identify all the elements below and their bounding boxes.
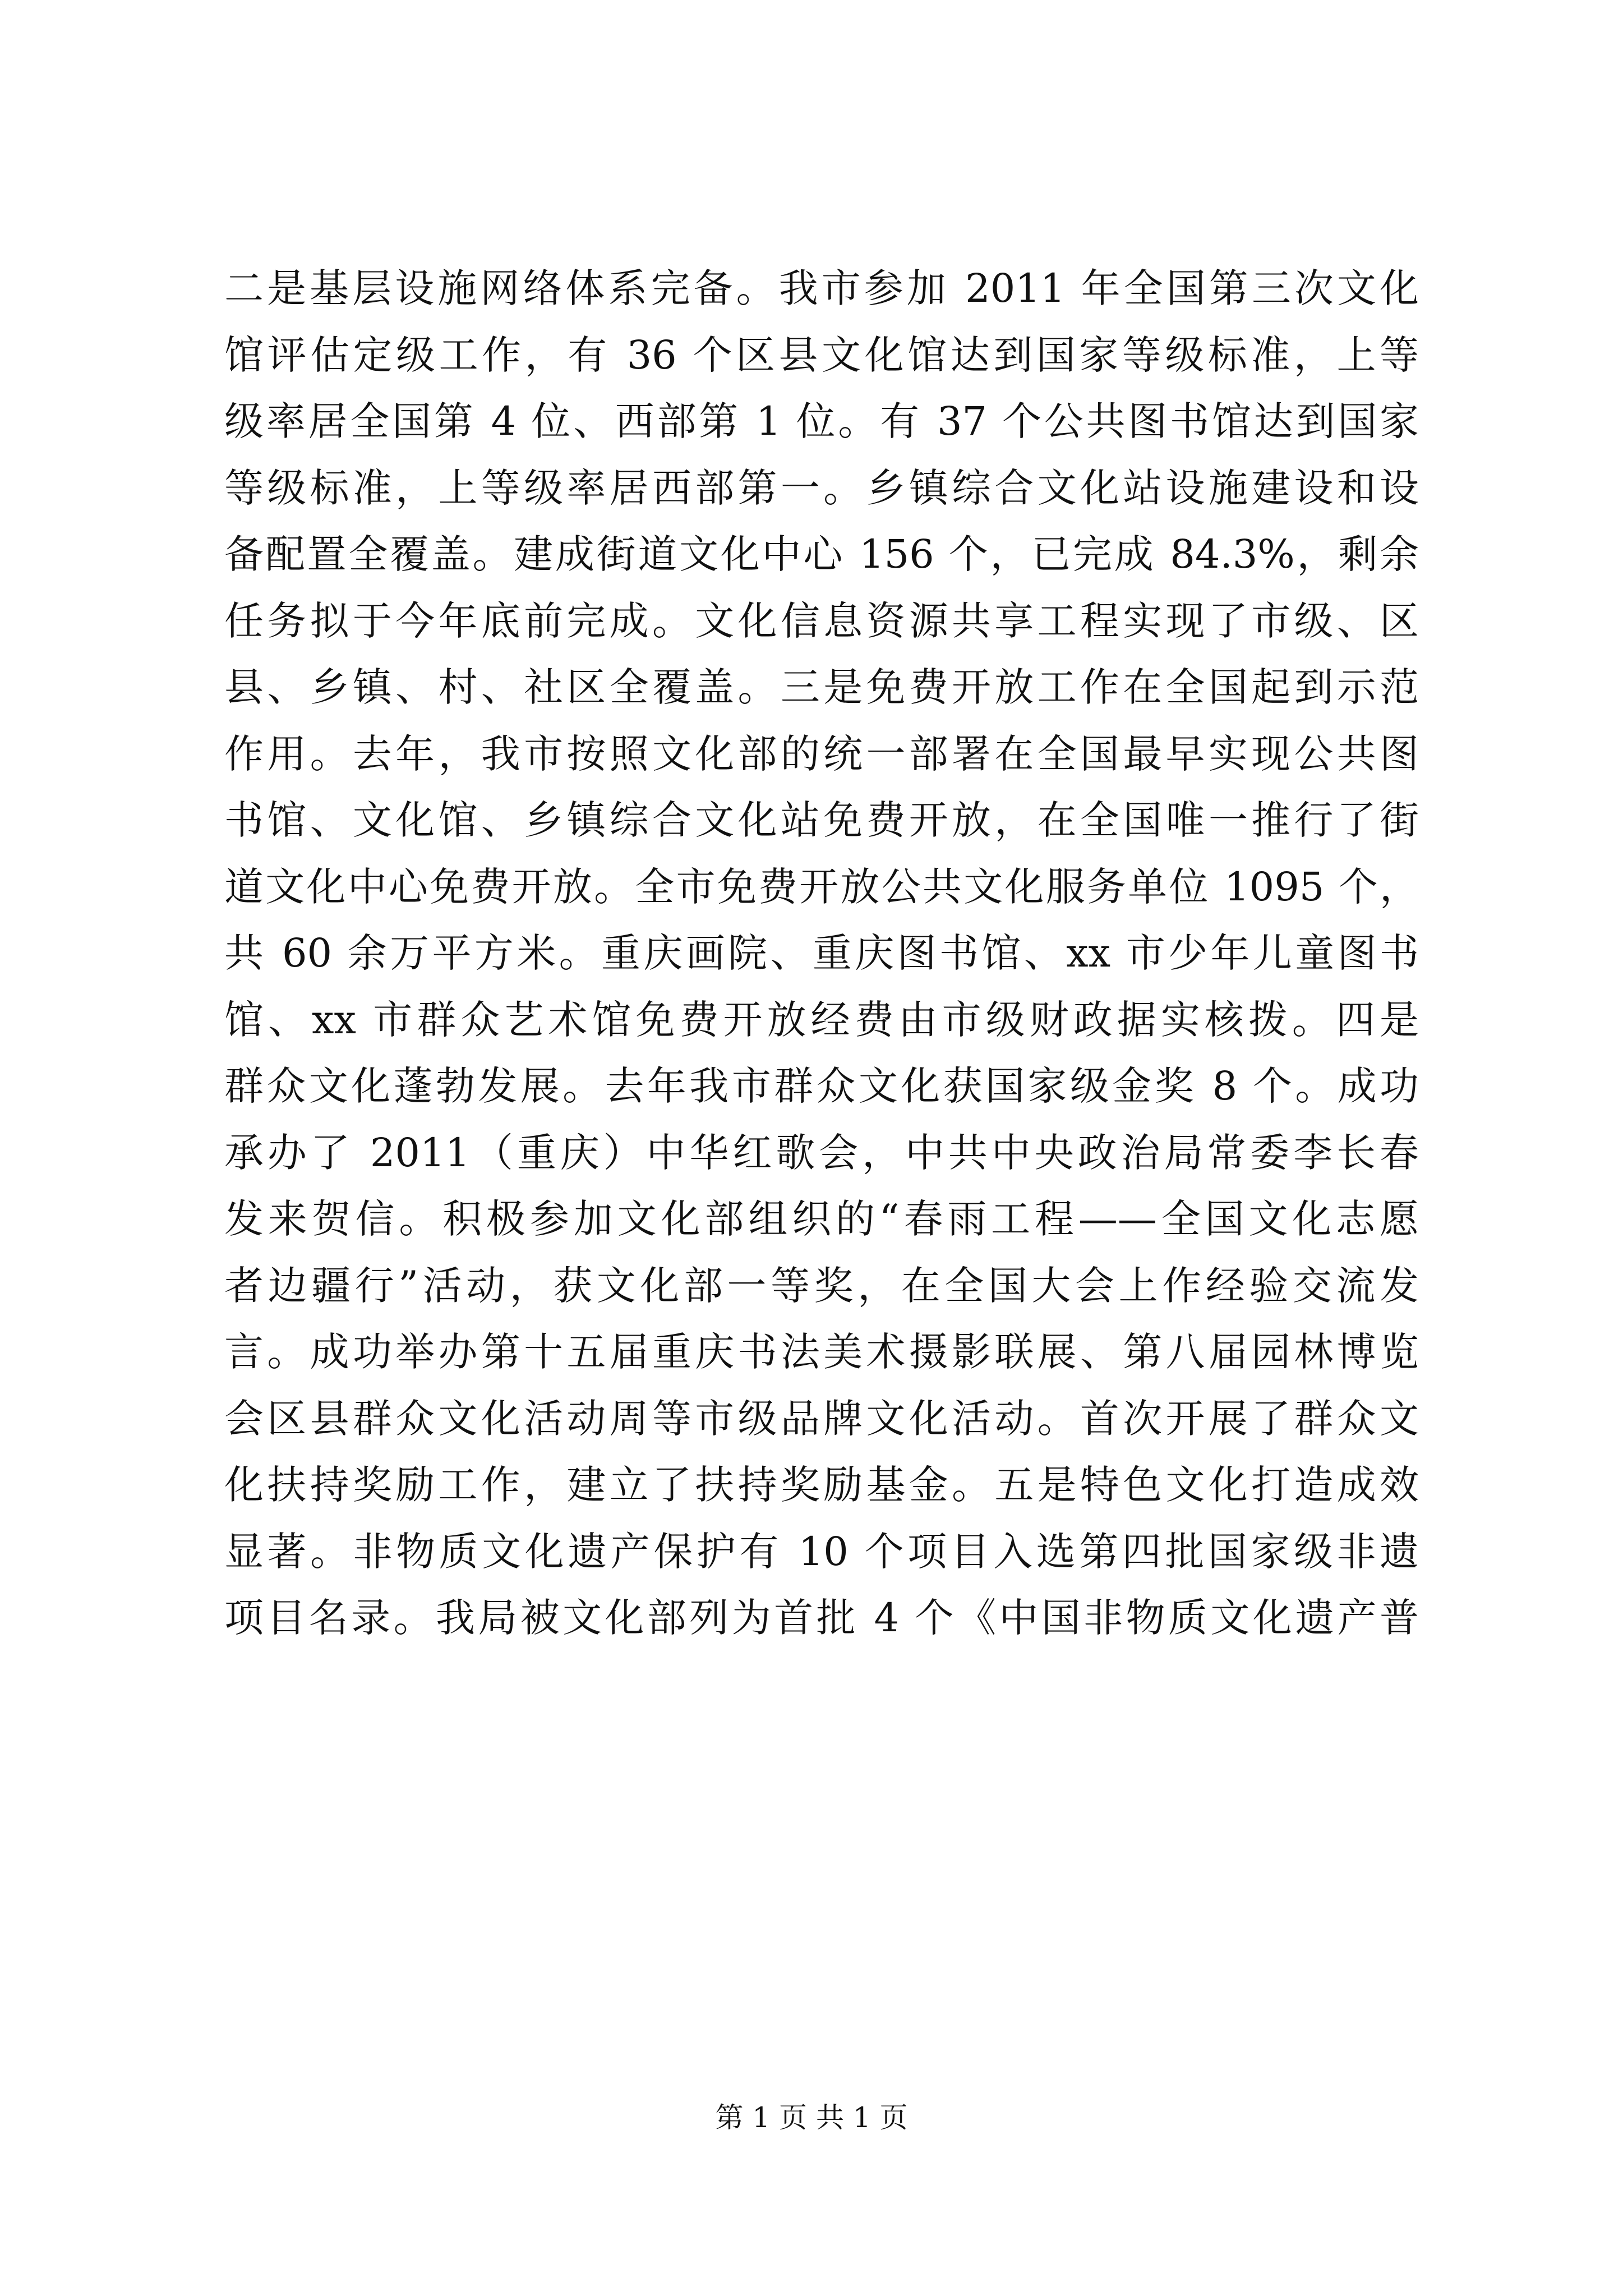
- text-line: 级率居全国第 4 位、西部第 1 位。有 37 个公共图书馆达到国家: [224, 398, 1419, 444]
- text-line: 承办了 2011（重庆）中华红歌会，中共中央政治局常委李长春: [224, 1129, 1419, 1176]
- body-text: [224, 255, 1419, 1651]
- text-line: 群众文化蓬勃发展。去年我市群众文化获国家级金奖 8 个。成功: [224, 1063, 1419, 1109]
- text-line: 县、乡镇、村、社区全覆盖。三是免费开放工作在全国起到示范: [224, 664, 1419, 710]
- page-footer: 第 1 页 共 1 页: [715, 2101, 908, 2134]
- text-line: 二是基层设施网络体系完备。我市参加 2011 年全国第三次文化: [224, 265, 1419, 311]
- text-line: 等级标准，上等级率居西部第一。乡镇综合文化站设施建设和设: [224, 464, 1419, 511]
- text-line: 项目名录。我局被文化部列为首批 4 个《中国非物质文化遗产普: [224, 1595, 1419, 1641]
- text-line: 作用。去年，我市按照文化部的统一部署在全国最早实现公共图: [224, 730, 1419, 777]
- text-line: 化扶持奖励工作，建立了扶持奖励基金。五是特色文化打造成效: [224, 1462, 1419, 1508]
- text-line: 馆、xx 市群众艺术馆免费开放经费由市级财政据实核拨。四是: [224, 996, 1419, 1043]
- text-line: 书馆、文化馆、乡镇综合文化站免费开放，在全国唯一推行了街: [224, 797, 1419, 843]
- text-line: 备配置全覆盖。建成街道文化中心 156 个，已完成 84.3%，剩余: [224, 531, 1419, 577]
- text-line: 会区县群众文化活动周等市级品牌文化活动。首次开展了群众文: [224, 1395, 1419, 1442]
- text-line: 共 60 余万平方米。重庆画院、重庆图书馆、xx 市少年儿童图书: [224, 930, 1419, 976]
- text-line: 发来贺信。积极参加文化部组织的“春雨工程——全国文化志愿: [224, 1196, 1419, 1242]
- text-line: 任务拟于今年底前完成。文化信息资源共享工程实现了市级、区: [224, 597, 1419, 644]
- text-line: 馆评估定级工作，有 36 个区县文化馆达到国家等级标准，上等: [224, 332, 1419, 378]
- text-line: 言。成功举办第十五届重庆书法美术摄影联展、第八届园林博览: [224, 1329, 1419, 1375]
- text-line: 道文化中心免费开放。全市免费开放公共文化服务单位 1095 个，: [224, 863, 1419, 910]
- text-line: 者边疆行”活动，获文化部一等奖，在全国大会上作经验交流发: [224, 1262, 1419, 1309]
- text-line: 显著。非物质文化遗产保护有 10 个项目入选第四批国家级非遗: [224, 1528, 1419, 1575]
